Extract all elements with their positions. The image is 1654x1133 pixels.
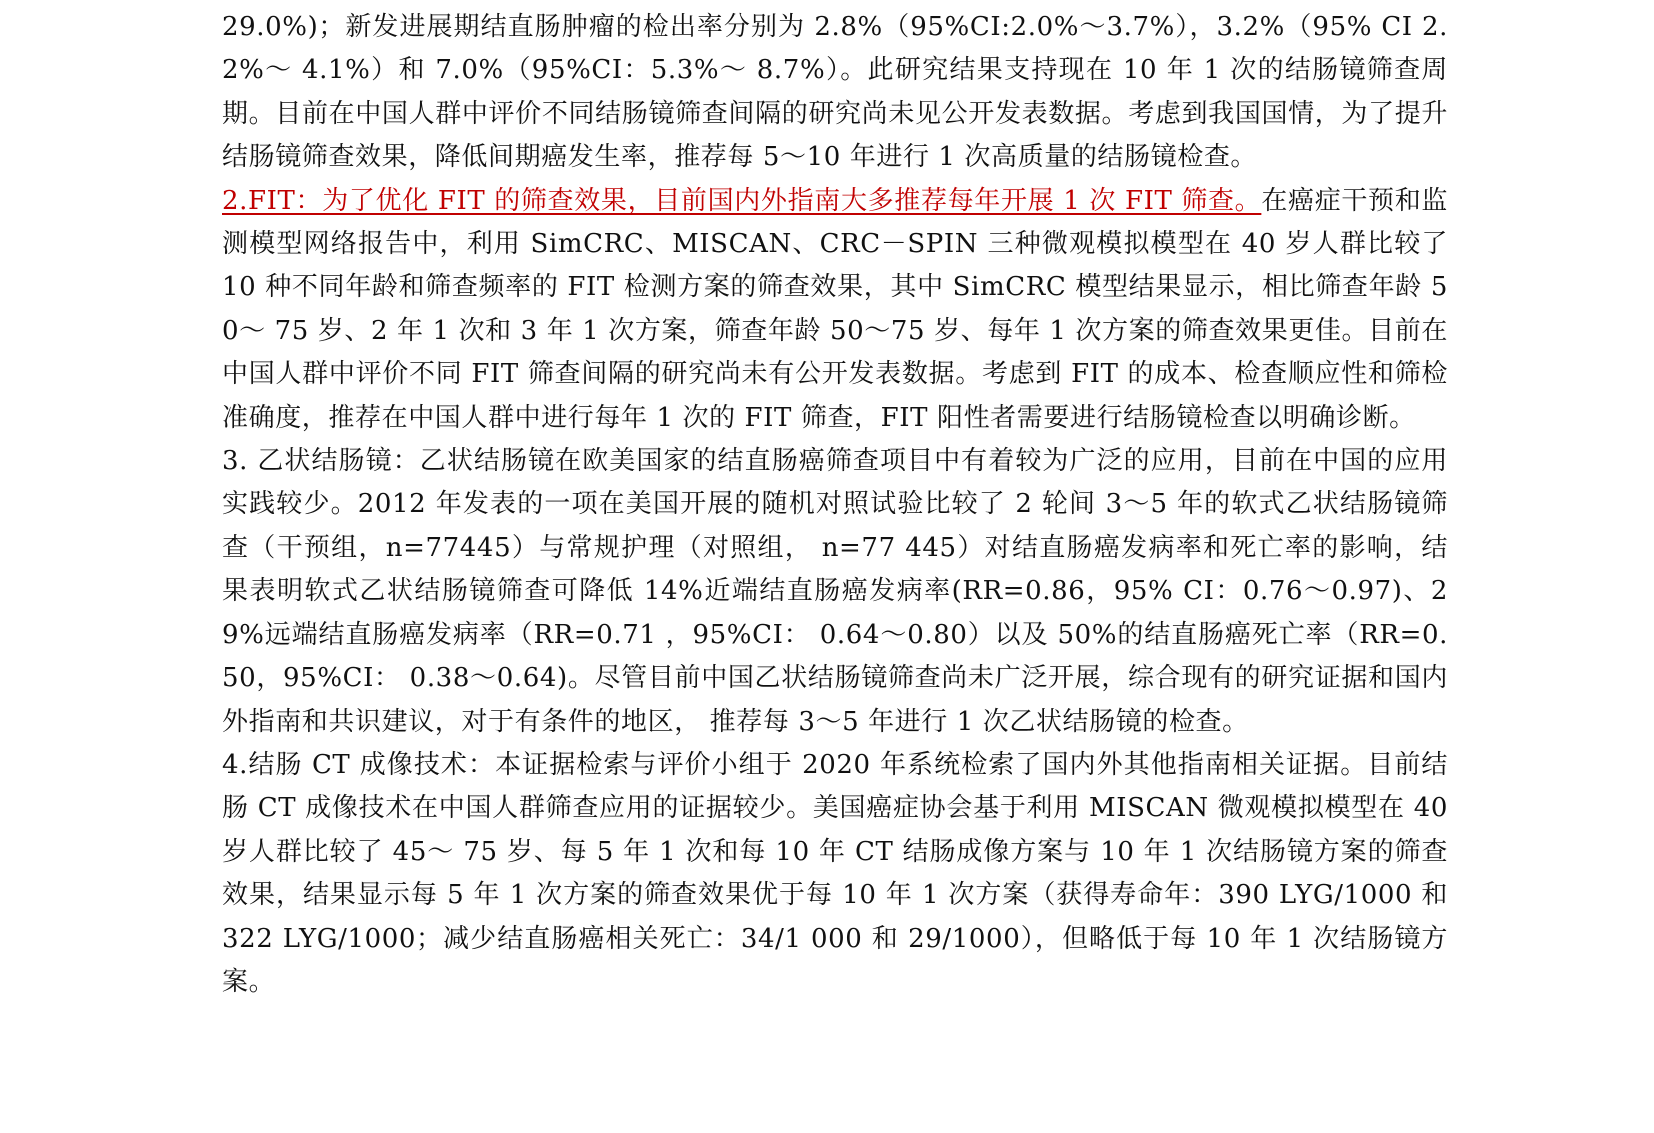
paragraph-ct-colonography-text: 4.结肠 CT 成像技术：本证据检索与评价小组于 2020 年系统检索了国内外其他指南相关证据。目前结肠 CT 成像技术在中国人群筛查应用的证据较少。美国癌症协会基于利用 MISCAN 微观模拟模型在 40 岁人群比较了 45～ 75 岁、每 5 年 1 次和每 10 年 CT 结肠成像方案与 10 年 1 次结肠镜方案的筛查效果，结果显示每 5 年 1 次方案的筛查效果优于每 10 年 1 次方案（获得寿命年：390 LYG/1000 和 322 LYG/1000；减少结直肠癌相关死亡：34/1 000 和 29/1000），但略低于每 10 年 1 次结肠镜方案。 [222,749,1448,997]
paragraph-ct-colonography [222,744,1448,1004]
paragraph-sigmoidoscopy [222,440,1448,744]
paragraph-colonoscopy-text: 29.0%)；新发进展期结直肠肿瘤的检出率分别为 2.8%（95%CI:2.0%～3.7%），3.2%（95% CI 2.2%～ 4.1%）和 7.0%（95%CI：5.3%～ 8.7%）。此研究结果支持现在 10 年 1 次的结肠镜筛查周期。目前在中国人群中评价不同结肠镜筛查间隔的研究尚未见公开发表数据。考虑到我国国情，为了提升结肠镜筛查效果，降低间期癌发生率，推荐每 5～10 年进行 1 次高质量的结肠镜检查。 [222,12,1448,173]
fit-recommendation-highlight: 2.FIT：为了优化 FIT 的筛查效果，目前国内外指南大多推荐每年开展 1 次 FIT 筛查。 [222,185,1262,216]
paragraph-fit-text: 在癌症干预和监测模型网络报告中，利用 SimCRC、MISCAN、CRC－SPIN 三种微观模拟模型在 40 岁人群比较了 10 种不同年龄和筛查频率的 FIT 检测方案的筛查效果，其中 SimCRC 模型结果显示，相比筛查年龄 50～ 75 岁、2 年 1 次和 3 年 1 次方案，筛查年龄 50～75 岁、每年 1 次方案的筛查效果更佳。目前在中国人群中评价不同 FIT 筛查间隔的研究尚未有公开发表数据。考虑到 FIT 的成本、检查顺应性和筛检准确度，推荐在中国人群中进行每年 1 次的 FIT 筛查，FIT 阳性者需要进行结肠镜检查以明确诊断。 [222,185,1448,433]
paragraph-sigmoidoscopy-text: 3. 乙状结肠镜：乙状结肠镜在欧美国家的结直肠癌筛查项目中有着较为广泛的应用，目前在中国的应用实践较少。2012 年发表的一项在美国开展的随机对照试验比较了 2 轮间 3～5 年的软式乙状结肠镜筛查（干预组，n=77445）与常规护理（对照组， n=77 445）对结直肠癌发病率和死亡率的影响，结果表明软式乙状结肠镜筛查可降低 14%近端结直肠癌发病率(RR=0.86，95% CI：0.76～0.97)、29%远端结直肠癌发病率（RR=0.71 ，95%CI： 0.64～0.80）以及 50%的结直肠癌死亡率（RR=0.50，95%CI： 0.38～0.64)。尽管目前中国乙状结肠镜筛查尚未广泛开展，综合现有的研究证据和国内外指南和共识建议，对于有条件的地区， 推荐每 3～5 年进行 1 次乙状结肠镜的检查。 [222,446,1448,737]
paragraph-colonoscopy-interval [222,6,1448,180]
paragraph-fit [222,180,1448,440]
document-page [222,6,1448,1004]
